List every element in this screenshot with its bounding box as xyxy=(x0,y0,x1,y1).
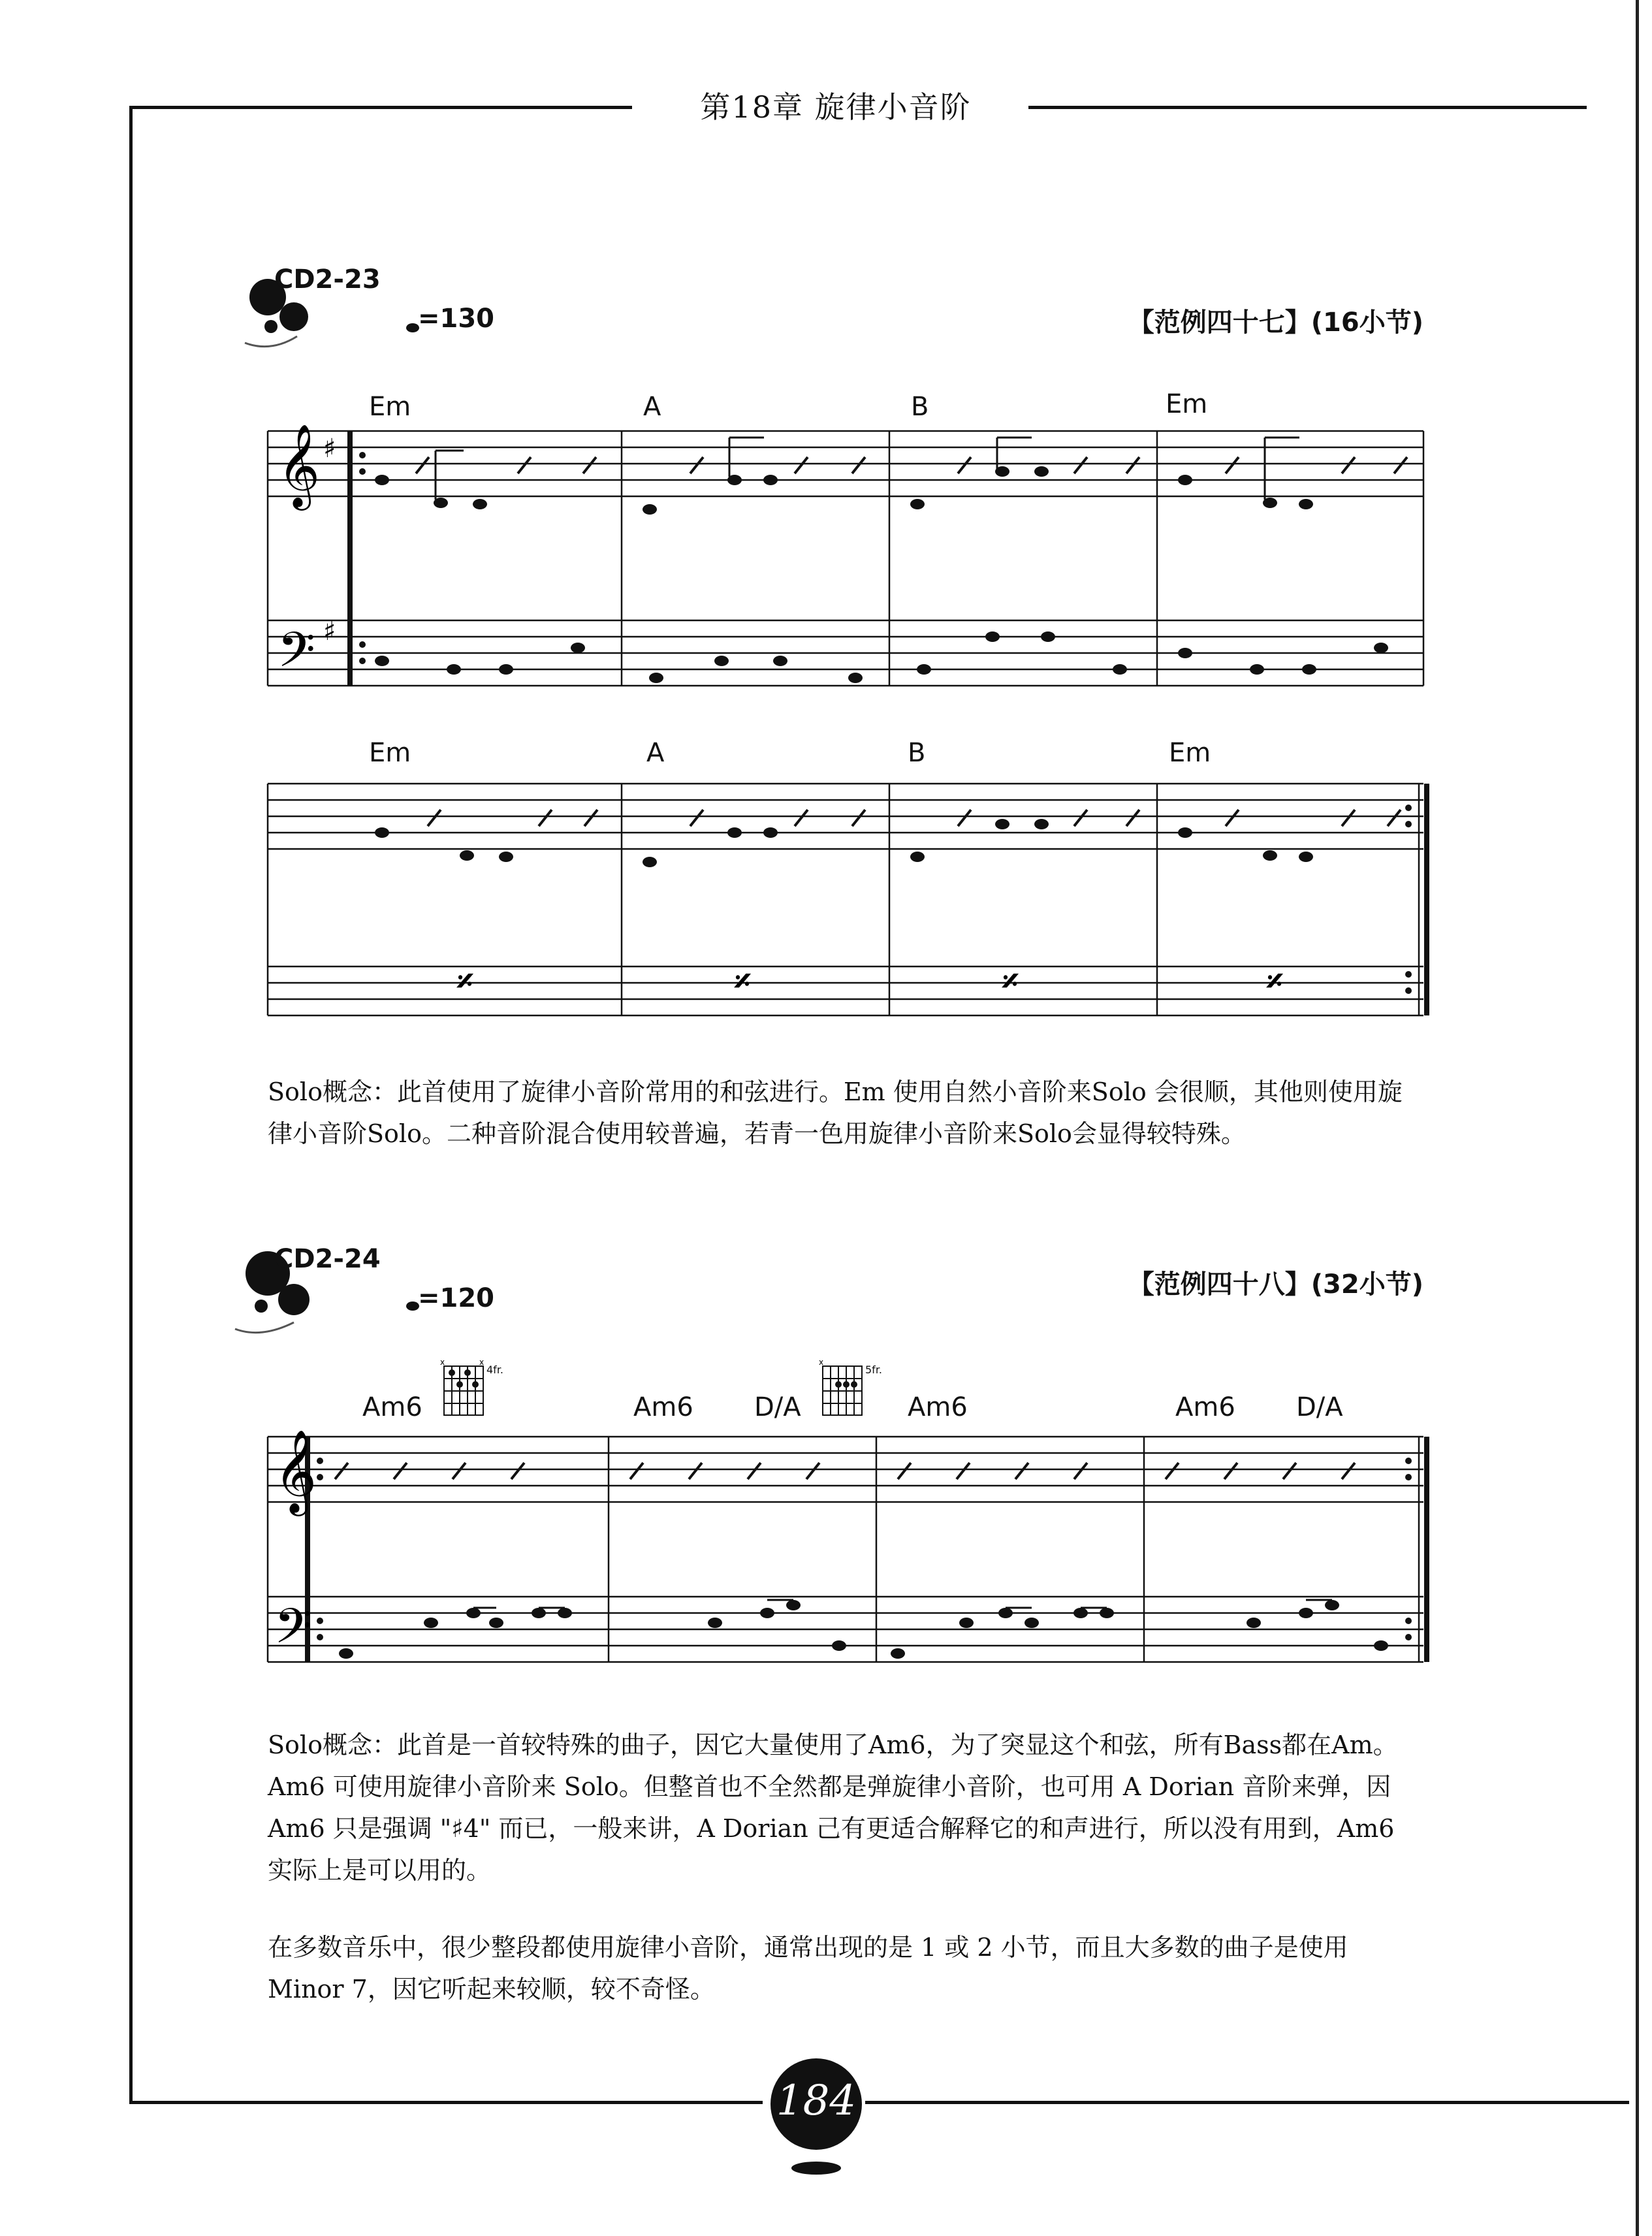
page-number: 184 xyxy=(776,2077,857,2125)
svg-text:𝄎: 𝄎 xyxy=(1267,963,1283,1000)
svg-text:♯: ♯ xyxy=(323,434,336,464)
frame-bottom-line-left xyxy=(129,2101,763,2104)
frame-bottom-line-right xyxy=(865,2101,1629,2104)
svg-text:♯: ♯ xyxy=(323,616,336,647)
svg-text:x: x xyxy=(819,1358,824,1367)
svg-text:𝄎: 𝄎 xyxy=(457,963,473,1000)
tempo-marking: =130 xyxy=(418,304,495,334)
fret-indicator: 5fr. xyxy=(865,1364,883,1376)
svg-text:𝄞: 𝄞 xyxy=(278,423,321,507)
chord-label: D/A xyxy=(1296,1392,1343,1422)
cd-track-label: CD2-23 xyxy=(274,264,381,295)
fret-indicator: 4fr. xyxy=(486,1364,504,1376)
svg-text:x: x xyxy=(479,1358,484,1367)
solo-concept-paragraph: Solo概念：此首使用了旋律小音阶常用的和弦进行。Em 使用自然小音阶来Solo 会很顺，其他则使用旋律小音阶Solo。二种音阶混合使用较普遍，若青一色用旋律小音阶来Solo会显得较特殊。 xyxy=(268,1078,1403,1148)
chord-label: Em xyxy=(1169,738,1211,768)
solo-concept-paragraph: Solo概念：此首是一首较特殊的曲子，因它大量使用了Am6，为了突显这个和弦，所有Bass都在Am。Am6 可使用旋律小音阶来 Solo。但整首也不全然都是弹旋律小音阶，也可用 A Dorian 音阶来弹，因 Am6 只是强调 "♯4" 而已，一般来讲，A Dorian 己有更适合解释它的和声进行，所以没有用到，Am6 实际上是可以用的。 xyxy=(268,1731,1398,1885)
svg-text:𝄎: 𝄎 xyxy=(735,963,751,1000)
grand-staff-system-3 xyxy=(264,1424,1433,1685)
grand-staff-system-1 xyxy=(264,418,1433,718)
example-title: 【范例四十八】(32小节) xyxy=(1128,1270,1423,1300)
chord-label: Em xyxy=(369,738,411,768)
chord-label: Em xyxy=(1166,389,1208,419)
cd-track-label: CD2-24 xyxy=(274,1244,381,1274)
svg-text:𝄞: 𝄞 xyxy=(274,1429,317,1512)
chord-label: B xyxy=(908,738,926,768)
staff-system-2 xyxy=(264,771,1433,1025)
chord-label: B xyxy=(911,392,929,422)
frame-top-line-right xyxy=(1028,106,1587,109)
solo-concept-paragraph: 在多数音乐中，很少整段都使用旋律小音阶，通常出现的是 1 或 2 小节，而且大多数的曲子是使用 Minor 7，因它听起来较顺，较不奇怪。 xyxy=(268,1933,1348,2004)
chord-label: A xyxy=(643,392,661,422)
frame-left-line xyxy=(129,108,133,2103)
tempo-marking: =120 xyxy=(418,1283,495,1313)
chapter-title: 第18章 旋律小音阶 xyxy=(700,89,972,125)
example-title: 【范例四十七】(16小节) xyxy=(1128,308,1423,338)
chord-label: Am6 xyxy=(362,1392,422,1422)
svg-text:𝄢: 𝄢 xyxy=(274,1598,312,1667)
chord-label: Em xyxy=(369,392,411,422)
frame-top-line xyxy=(129,106,632,109)
chord-label: D/A xyxy=(754,1392,801,1422)
svg-text:𝄢: 𝄢 xyxy=(278,622,315,690)
page-binding-edge xyxy=(1636,0,1639,2236)
chord-label: Am6 xyxy=(908,1392,968,1422)
chord-label: Am6 xyxy=(1175,1392,1235,1422)
svg-text:x: x xyxy=(440,1358,445,1367)
chord-label: A xyxy=(646,738,665,768)
chord-label: Am6 xyxy=(633,1392,693,1422)
svg-text:𝄎: 𝄎 xyxy=(1002,963,1019,1000)
